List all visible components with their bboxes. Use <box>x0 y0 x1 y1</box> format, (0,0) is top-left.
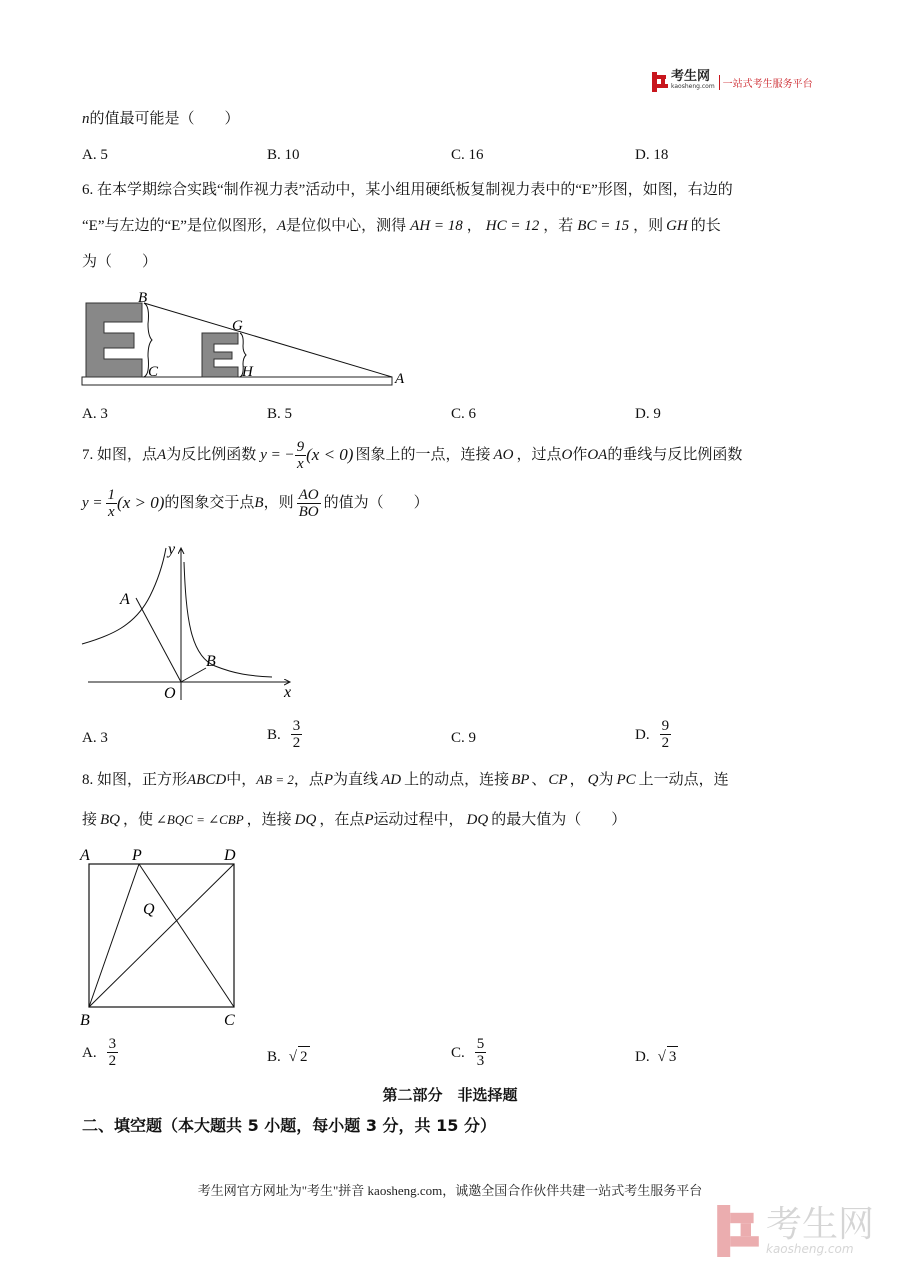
q6-label-a: A <box>395 371 405 387</box>
q8-option-c-den: 3 <box>476 1053 485 1069</box>
q7-func2-num: 1 <box>107 486 116 503</box>
q6-label-h: H <box>242 364 253 380</box>
footer-watermark <box>716 1205 874 1257</box>
q8-seg-dq2: DQ <box>466 812 489 828</box>
q7-func2-frac <box>106 487 118 520</box>
q7-option-b-label: B. <box>267 726 281 743</box>
q8-text-b: 中， <box>226 772 257 788</box>
q8-option-c-label: C. <box>451 1044 465 1061</box>
q8-seg-cp: CP <box>548 772 568 788</box>
q7-label-x: x <box>284 684 292 701</box>
part2-title: 第二部分 非选择题 <box>382 1086 518 1104</box>
q8-label-q: Q <box>143 901 155 918</box>
q8-option-b-sqrt: 2 <box>298 1046 310 1067</box>
logo-slogan: 一站式考生服务平台 <box>719 75 813 90</box>
q6-small-e-shape <box>202 333 238 377</box>
q8-point-q: Q <box>587 772 599 788</box>
q7-ratio-num: AO <box>298 486 319 503</box>
q8-option-a[interactable] <box>82 1036 118 1069</box>
q8-stem-line2 <box>82 810 626 830</box>
logo-sub-text: kaosheng.com <box>671 83 715 90</box>
q6-big-e-shape <box>86 303 142 377</box>
footer-text: 考生网官方网址为"考生"拼音 kaosheng.com，诚邀全国合作伙伴共建一站式考生服务平台 <box>197 1183 703 1198</box>
q7-option-a[interactable]: A. 3 <box>82 730 108 746</box>
q8-text-f: 为 <box>598 772 614 788</box>
q7-option-d-num: 9 <box>661 718 670 734</box>
q6-text-f: 的长 <box>690 218 721 234</box>
q7-text-a: 7. 如图，点 <box>82 447 158 463</box>
q8-text-2e: 运动过程中， <box>373 812 464 828</box>
q6-option-a[interactable]: A. 3 <box>82 406 108 422</box>
q7-text-f: 作 <box>572 447 588 463</box>
q8-comma: ， <box>569 772 585 788</box>
q8-option-d-label: D. <box>635 1049 650 1065</box>
q6-gh: GH <box>666 218 688 234</box>
q8-text-c: ，点 <box>293 772 324 788</box>
q7-func1-lhs: y = − <box>260 447 295 463</box>
q7-ratio-frac <box>297 487 321 520</box>
q7-segment-ob <box>181 668 206 682</box>
q5-stem <box>82 109 240 129</box>
q7-point-o: O <box>561 447 573 463</box>
logo-main-text: 考生网 <box>671 69 711 84</box>
section2-title: 二、填空题（本大题共 5 小题，每小题 3 分，共 15 分） <box>82 1116 496 1135</box>
q7-segment-ao <box>136 598 181 682</box>
q7-option-b-num: 3 <box>292 718 301 734</box>
q6-stem-line2: “E”与左边的“E”是位似图形，A是位似中心，测得 AH = 18 ， HC = 12 ，若 BC = 15 ，则 GH 的长 <box>82 218 721 234</box>
q7-stem-line2 <box>82 484 429 522</box>
q6-option-b[interactable]: B. 5 <box>267 406 293 422</box>
q8-option-a-num: 3 <box>108 1036 117 1052</box>
q7-func1-domain: (x < 0) <box>306 445 354 464</box>
q7-option-b[interactable] <box>267 718 302 751</box>
q8-seg-bq: BQ <box>100 812 121 828</box>
q6-line-ba <box>144 303 392 377</box>
q8-angle-eq: ∠BQC = ∠CBP <box>156 812 244 827</box>
q8-option-b[interactable]: B. √ 2 <box>267 1046 310 1067</box>
q8-text-2c: ，连接 <box>246 812 292 828</box>
q6-eq-hc: HC = 12 <box>485 218 540 234</box>
q8-text-2f: 的最大值为（ ） <box>491 812 627 828</box>
q8-text-e: 上的动点，连接 <box>404 772 510 788</box>
watermark-sub-text: kaosheng.com <box>766 1242 854 1256</box>
q7-func1-den: x <box>297 455 304 472</box>
q8-seg-bp: BP <box>511 772 530 788</box>
q7-seg-ao: AO <box>493 447 514 463</box>
q7-label-a: A <box>120 591 130 608</box>
q6-eq-bc: BC = 15 <box>577 218 630 234</box>
q8-text-2d: ，在点 <box>319 812 365 828</box>
q8-label-a: A <box>80 847 90 864</box>
q5-option-a[interactable]: A. 5 <box>82 147 108 163</box>
q7-text-2c: 的值为（ ） <box>323 495 429 511</box>
q8-point-p: P <box>323 772 334 788</box>
q8-label-d: D <box>224 847 236 864</box>
q7-seg-oa: OA <box>587 447 608 463</box>
q5-option-b[interactable]: B. 10 <box>267 147 300 163</box>
q8-option-a-label: A. <box>82 1044 97 1061</box>
q5-option-d[interactable]: D. 18 <box>635 147 669 163</box>
q6-center-a: A <box>276 218 287 234</box>
q6-base-board <box>82 377 392 385</box>
q7-point-a: A <box>157 447 167 463</box>
q7-ratio-den: BO <box>298 503 319 520</box>
q8-option-a-den: 2 <box>108 1053 117 1069</box>
q7-text-e: ，过点 <box>516 447 562 463</box>
q7-curve-right <box>184 562 272 677</box>
q6-figure <box>78 284 418 394</box>
watermark-logo-icon <box>716 1205 760 1257</box>
q8-seg-bd-line <box>89 864 234 1007</box>
q7-text-2a: 的图象交于点 <box>164 495 255 511</box>
q6-label-g: G <box>232 318 243 334</box>
q7-label-y: y <box>168 541 176 558</box>
q7-label-b: B <box>206 653 216 670</box>
q7-stem-line1 <box>82 436 742 474</box>
q5-text: 的值最可能是（ ） <box>89 111 240 127</box>
q8-option-c-num: 5 <box>476 1036 485 1052</box>
q6-option-d[interactable]: D. 9 <box>635 406 661 422</box>
q8-label-b: B <box>80 1012 90 1029</box>
q7-option-d-den: 2 <box>661 735 670 751</box>
q5-var-n: n <box>82 111 90 127</box>
q8-figure <box>78 842 248 1032</box>
q8-label-p: P <box>132 847 142 864</box>
q6-text-e: ，则 <box>633 218 664 234</box>
q8-seg-bp-line <box>89 864 139 1007</box>
q7-text-c: 为反比例函数 <box>166 447 257 463</box>
q7-point-b: B <box>254 495 264 511</box>
q8-option-b-label: B. <box>267 1049 281 1065</box>
q7-func1-num: 9 <box>296 438 305 455</box>
q7-text-g: 的垂线与反比例函数 <box>607 447 743 463</box>
q8-option-c[interactable] <box>451 1036 486 1069</box>
q6-text-c: 是位似中心，测得 <box>286 218 407 234</box>
q6-stem-line3: 为（ ） <box>82 254 158 270</box>
q5-option-c[interactable]: C. 16 <box>451 147 484 163</box>
q6-stem-line1: 6. 在本学期综合实践“制作视力表”活动中，某小组用硬纸板复制视力表中的“E”形图，如图，右边的 <box>82 182 733 198</box>
q7-option-d[interactable] <box>635 718 671 751</box>
q7-text-d: 图象上的一点，连接 <box>355 447 491 463</box>
q7-func2-lhs: y = <box>82 495 103 511</box>
q8-text-2b: ，使 <box>123 812 154 828</box>
q8-label-c: C <box>224 1012 235 1029</box>
q6-text-d: ，若 <box>543 218 574 234</box>
q8-square: ABCD <box>187 772 227 788</box>
q8-seg-pc-line <box>139 864 234 1007</box>
q8-stem-line1 <box>82 770 729 790</box>
q8-option-d-sqrt: 3 <box>667 1046 679 1067</box>
q6-eq-ah: AH = 18 <box>410 218 463 234</box>
q8-eq-ab: AB = 2 <box>256 772 294 787</box>
q6-option-c[interactable]: C. 6 <box>451 406 477 422</box>
q8-text-g: 上一动点，连 <box>638 772 729 788</box>
q8-point-p2: P <box>364 812 374 828</box>
q6-label-b: B <box>138 290 148 306</box>
q6-label-c: C <box>148 364 159 380</box>
q8-sep: 、 <box>531 772 547 788</box>
q8-seg-dq: DQ <box>294 812 317 828</box>
q8-seg-pc: PC <box>616 772 636 788</box>
watermark-main-text: 考生网 <box>766 1204 875 1245</box>
q7-option-b-den: 2 <box>292 735 301 751</box>
q7-func2-domain: (x > 0) <box>117 493 165 512</box>
q7-func2-den: x <box>107 503 115 520</box>
q7-figure <box>80 536 310 706</box>
q7-option-d-label: D. <box>635 726 650 743</box>
header-logo[interactable] <box>652 69 813 92</box>
q8-text-2a: 接 <box>82 812 98 828</box>
q8-text-a: 8. 如图，正方形 <box>82 772 188 788</box>
q6-text-a: “E”与左边的“E”是位似图形， <box>82 218 277 234</box>
q8-text-d: 为直线 <box>333 772 379 788</box>
q8-option-d[interactable]: D. √ 3 <box>635 1046 678 1067</box>
q7-option-c[interactable]: C. 9 <box>451 730 477 746</box>
kaosheng-logo-icon <box>652 72 668 92</box>
q7-label-o: O <box>164 685 176 702</box>
q8-line-ad: AD <box>381 772 402 788</box>
q7-func1-frac <box>295 439 307 472</box>
q7-text-2b: ，则 <box>263 495 294 511</box>
